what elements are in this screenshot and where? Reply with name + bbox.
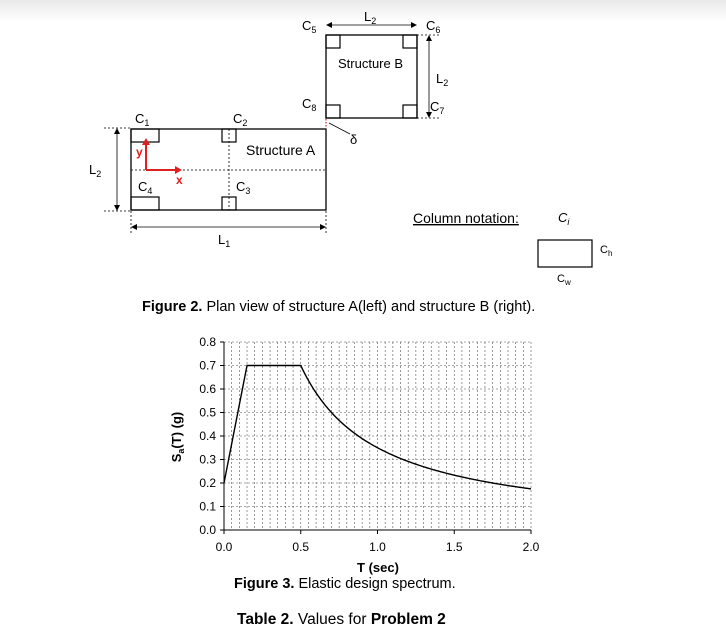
y-tick-label: 0.1 [199,499,216,514]
label-ch: $C_h$ [600,244,613,258]
spectrum-curve [224,366,531,489]
label-cw: $C_w$ [557,273,571,287]
x-tick-label: 0.0 [215,540,233,554]
figure-2-caption-text: Plan view of structure A(left) and structure B (right). [202,299,536,315]
y-tick-label: 0.5 [199,405,216,420]
gap-delta-marker [326,119,350,134]
column-c6 [403,35,417,48]
x-tick-label: 1.5 [445,540,463,554]
label-ci: $C_i$ [558,210,570,227]
label-l2-right: $L_2$ [436,71,449,88]
chart-series [224,366,531,489]
label-c4: $C_4$ [138,179,153,196]
y-tick-label: 0.3 [199,452,216,467]
y-tick-label: 0.4 [199,429,216,443]
chart-y-axis-label: $S_a(T)$ (g) [169,411,186,463]
label-delta: δ [350,132,358,147]
column-c5 [326,35,340,48]
x-tick-label: 1.0 [369,540,386,554]
label-c3: $C_3$ [236,179,251,196]
figure-2-caption [142,299,535,315]
label-l1: $L_1$ [218,232,231,249]
chart-axes [220,342,531,534]
x-tick-label: 0.5 [292,540,310,554]
column-c4 [131,197,159,210]
column-c7 [403,105,417,118]
label-c6: $C_6$ [426,18,441,35]
label-l2-top: $L_2$ [364,9,377,26]
column-notation-label: Column notation: [413,210,519,226]
column-c8 [326,105,340,118]
label-c7: $C_7$ [430,99,445,116]
axis-y-label: y [136,145,143,159]
table-2-text: Values for [293,611,371,628]
x-tick-label: 2.0 [522,540,540,554]
figure-3-caption [234,576,456,592]
column-notation-sample [538,240,592,267]
y-tick-label: 0.6 [199,382,216,396]
label-c2: $C_2$ [233,111,248,128]
figure-2-caption-bold: Figure 2. [142,299,203,315]
xy-axis-icon [142,138,182,174]
y-tick-label: 0.0 [199,523,216,537]
figure-3-caption-text: Elastic design spectrum. [294,576,456,592]
label-l2-left: $L_2$ [89,162,102,179]
table-2-label: Table 2. [237,611,294,628]
figure-3-caption-bold: Figure 3. [234,576,295,592]
y-tick-label: 0.8 [199,335,216,349]
y-tick-label: 0.2 [199,476,216,490]
table-2-caption [237,611,446,629]
chart-x-axis-label: T (sec) [357,560,399,575]
axis-x-label: x [176,173,183,187]
chart-grid [224,342,531,530]
table-2-problem: Problem 2 [370,611,446,628]
y-tick-label: 0.7 [199,358,216,373]
chart-tick-labels [199,335,539,554]
structure-a-label: Structure A [246,142,316,158]
label-c1: $C_1$ [135,111,150,128]
figure-2-plan-view [0,0,726,300]
label-c5: $C_5$ [302,18,317,35]
structure-b-label: Structure B [338,56,404,71]
label-c8: $C_8$ [302,96,317,113]
